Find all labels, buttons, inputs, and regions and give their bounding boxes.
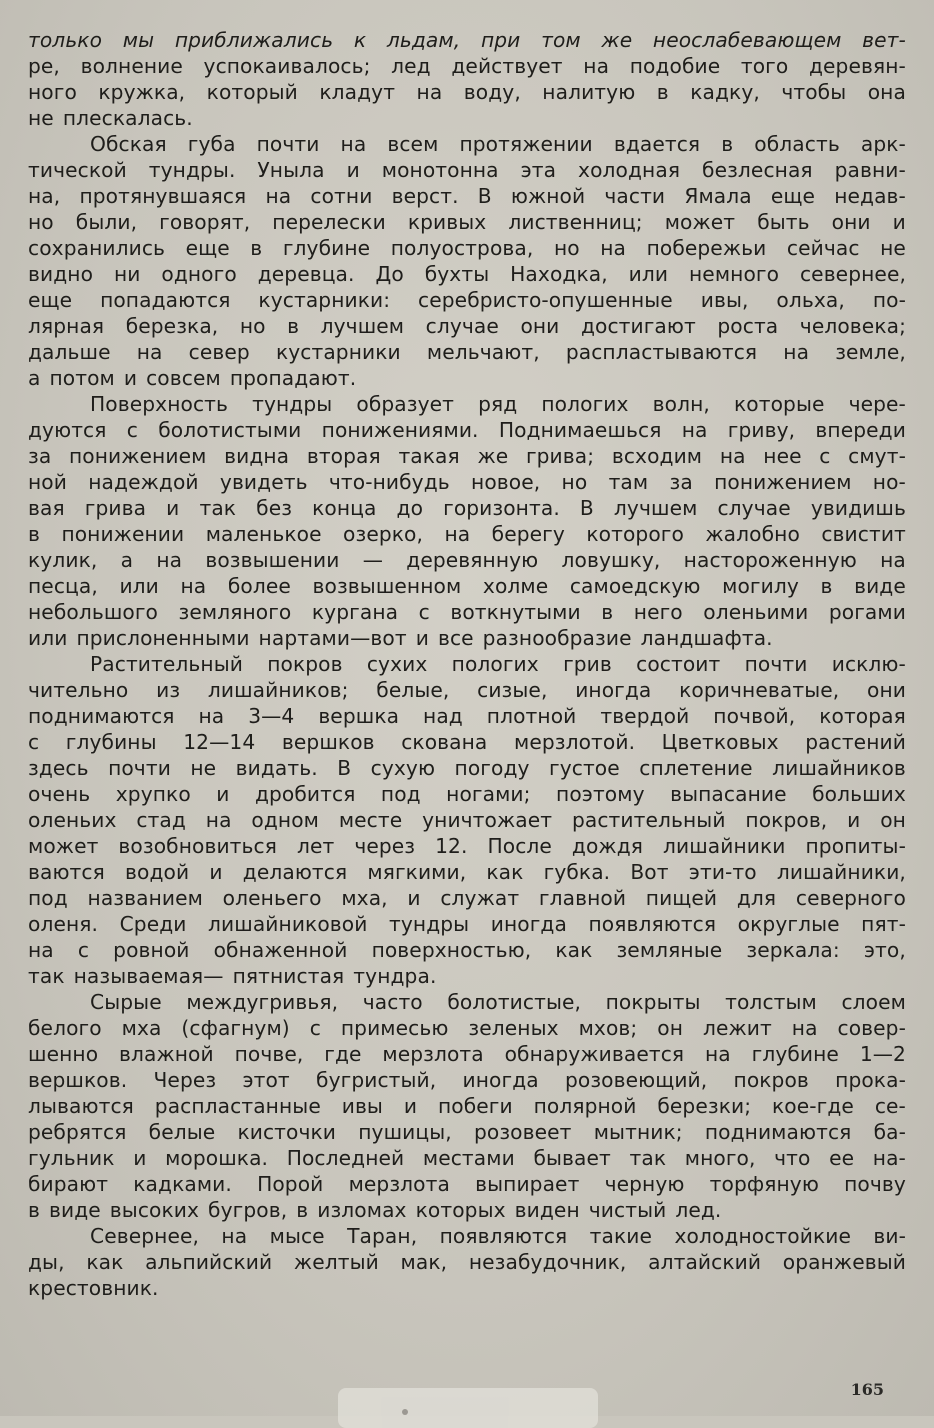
- text-line: Сырые междугривья, часто болотистые, покрыты толстым слоем: [90, 990, 906, 1014]
- page-body-text: [28, 27, 906, 1301]
- text-line: гульник и морошка. Последней местами бывает так много, что ее на-: [28, 1146, 906, 1170]
- text-line: на, протянувшаяся на сотни верст. В южной части Ямала еще недав-: [28, 184, 906, 208]
- text-line: но были, говорят, перелески кривых лиственниц; может быть они и: [28, 210, 906, 234]
- scan-overlay-tab: [338, 1388, 598, 1428]
- text-line: ваются водой и делаются мягкими, как губка. Вот эти-то лишайники,: [28, 860, 906, 884]
- text-line: ребрятся белые кисточки пушицы, розовеет мытник; поднимаются ба-: [28, 1120, 906, 1144]
- text-line: дуются с болотистыми понижениями. Поднимаешься на гриву, впереди: [28, 418, 906, 442]
- text-line: в понижении маленькое озерко, на берегу которого жалобно свистит: [28, 522, 906, 546]
- paragraph: [28, 651, 906, 989]
- text-line: на с ровной обнаженной поверхностью, как земляные зеркала: это,: [28, 938, 906, 962]
- text-line: ного кружка, который кладут на воду, налитую в кадку, чтобы она: [28, 80, 906, 104]
- text-line: только мы приближались к льдам, при том же неослабевающем вет-: [28, 28, 906, 52]
- text-line: ды, как альпийский желтый мак, незабудочник, алтайский оранжевый: [28, 1250, 906, 1274]
- text-line: вая грива и так без конца до горизонта. В лучшем случае увидишь: [28, 496, 906, 520]
- text-line: ре, волнение успокаивалось; лед действует на подобие того деревян-: [28, 54, 906, 78]
- text-line: оленя. Среди лишайниковой тундры иногда появляются округлые пят-: [28, 912, 906, 936]
- text-line: дальше на север кустарники мельчают, распластываются на земле,: [28, 340, 906, 364]
- text-line: очень хрупко и дробится под ногами; поэтому выпасание больших: [28, 782, 906, 806]
- text-line: Поверхность тундры образует ряд пологих волн, которые чере-: [90, 392, 906, 416]
- text-line: шенно влажной почве, где мерзлота обнаруживается на глубине 1—2: [28, 1042, 906, 1066]
- text-line: белого мха (сфагнум) с примесью зеленых мхов; он лежит на совер-: [28, 1016, 906, 1040]
- text-line: ной надеждой увидеть что-нибудь новое, но там за понижением но-: [28, 470, 906, 494]
- text-line: здесь почти не видать. В сухую погоду густое сплетение лишайников: [28, 756, 906, 780]
- text-line: лываются распластанные ивы и побеги полярной березки; кое-где се-: [28, 1094, 906, 1118]
- text-line: кулик, а на возвышении — деревянную ловушку, настороженную на: [28, 548, 906, 572]
- page-number: 165: [850, 1380, 884, 1399]
- paragraph: [28, 131, 906, 391]
- text-line: за понижением видна вторая такая же грива; всходим на нее с смут-: [28, 444, 906, 468]
- text-line: с глубины 12—14 вершков скована мерзлотой. Цветковых растений: [28, 730, 906, 754]
- text-line: тической тундры. Уныла и монотонна эта холодная безлесная равни-: [28, 158, 906, 182]
- text-line: бирают кадками. Порой мерзлота выпирает черную торфяную почву: [28, 1172, 906, 1196]
- paragraph: [28, 27, 906, 131]
- text-line: или прислоненными нартами—вот и все разнообразие ландшафта.: [28, 626, 773, 650]
- paragraph: [28, 989, 906, 1223]
- text-line: так называемая— пятнистая тундра.: [28, 964, 437, 988]
- text-line: видно ни одного деревца. До бухты Находка, или немного севернее,: [28, 262, 906, 286]
- text-line: а потом и совсем пропадают.: [28, 366, 357, 390]
- text-line: Севернее, на мысе Таран, появляются такие холодностойкие ви-: [90, 1224, 906, 1248]
- text-line: сохранились еще в глубине полуострова, но на побережьи сейчас не: [28, 236, 906, 260]
- text-line: оленьих стад на одном месте уничтожает растительный покров, и он: [28, 808, 906, 832]
- text-line: небольшого земляного кургана с воткнутыми в него оленьими рогами: [28, 600, 906, 624]
- paragraph: [28, 391, 906, 651]
- text-line: может возобновиться лет через 12. После дождя лишайники пропиты-: [28, 834, 906, 858]
- text-line: еще попадаются кустарники: серебристо-опушенные ивы, ольха, по-: [28, 288, 906, 312]
- dot-icon: [402, 1409, 408, 1415]
- paragraph: [28, 1223, 906, 1301]
- text-line: песца, или на более возвышенном холме самоедскую могилу в виде: [28, 574, 906, 598]
- text-line: чительно из лишайников; белые, сизые, иногда коричневатые, они: [28, 678, 906, 702]
- text-line: поднимаются на 3—4 вершка над плотной твердой почвой, которая: [28, 704, 906, 728]
- text-line: под названием оленьего мха, и служат главной пищей для северного: [28, 886, 906, 910]
- text-line: вершков. Через этот бугристый, иногда розовеющий, покров прока-: [28, 1068, 906, 1092]
- text-line: крестовник.: [28, 1276, 159, 1300]
- text-line: Растительный покров сухих пологих грив состоит почти исклю-: [90, 652, 906, 676]
- text-line: лярная березка, но в лучшем случае они достигают роста человека;: [28, 314, 906, 338]
- text-line: Обская губа почти на всем протяжении вдается в область арк-: [90, 132, 906, 156]
- text-line: не плескалась.: [28, 106, 193, 130]
- text-line: в виде высоких бугров, в изломах которых виден чистый лед.: [28, 1198, 722, 1222]
